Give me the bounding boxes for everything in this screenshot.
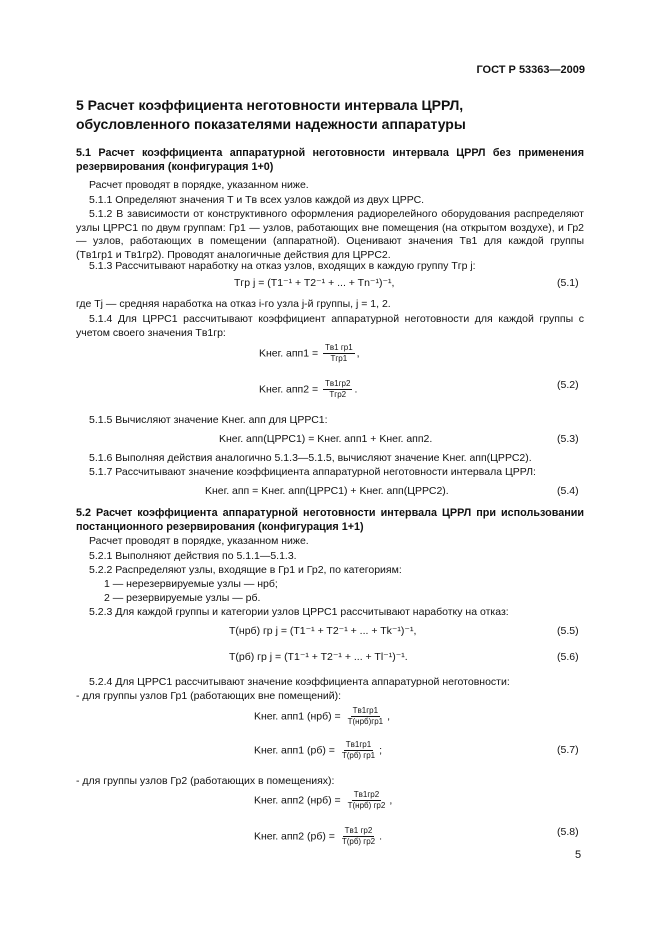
- equation-5-8a: Kнег. апп2 (нрб) = $\frac{Tв1гр2}{\text{T(нрб) гр2}}$ ,: [254, 790, 393, 810]
- fraction-denominator: Tгр1: [330, 354, 348, 363]
- fraction-denominator: T(нрб)гр1: [347, 717, 384, 726]
- equation-5-7b: Kнег. апп1 (рб) = $\frac{Tв1гр1}{T(рб) гр1}$ ;: [254, 740, 383, 760]
- equation-number: (5.8): [557, 826, 579, 838]
- equation-5-4: Kнег. апп = Kнег. апп(ЦРРС1) + Kнег. апп(ЦРРС2).: [205, 485, 449, 497]
- paragraph-5-1-5: 5.1.5 Вычисляют значение Kнег. апп для ЦРРС1:: [89, 414, 328, 426]
- paragraph-5-1-3: 5.1.3 Рассчитывают наработку на отказ узлов, входящих в каждую группу Tгр j:: [89, 260, 476, 272]
- paragraph-5-2-2: 5.2.2 Распределяют узлы, входящие в Гр1 и Гр2, по категориям:: [89, 564, 402, 576]
- equation-number: (5.1): [557, 277, 579, 289]
- paragraph-5-1-7: 5.1.7 Рассчитывают значение коэффициента аппаратурной неготовности интервала ЦРРЛ:: [89, 466, 536, 478]
- fraction: [323, 343, 355, 364]
- fraction-denominator: T(рб) гр1: [341, 751, 376, 760]
- fraction-denominator: T(нрб) гр2: [347, 801, 386, 810]
- group-1-label: - для группы узлов Гр1 (работающих вне помещений):: [76, 690, 342, 702]
- equation-number: (5.5): [557, 625, 579, 637]
- paragraph-5-1-4: 5.1.4 Для ЦРРС1 рассчитывают коэффициент аппаратурной неготовности для каждой группы с учетом своего значения Tв1гр:: [76, 313, 584, 339]
- equation-5-7a: Kнег. апп1 (нрб) = $\frac{Tв1гр1}{\text{T(нрб)гр1}}$ ,: [254, 706, 391, 726]
- equation-lhs: Kнег. апп1 (рб) =: [254, 744, 335, 757]
- paragraph-5-2-1: 5.2.1 Выполняют действия по 5.1.1—5.1.3.: [89, 550, 297, 562]
- fraction-numerator: Tв1 гр2: [344, 826, 373, 835]
- equation-number: (5.7): [557, 744, 579, 756]
- equation-number: (5.6): [557, 651, 579, 663]
- group-2-label: - для группы узлов Гр2 (работающих в помещениях):: [76, 775, 335, 787]
- equation-5-2a: Kнег. апп1 = $\frac{Tв1 гр1}{\text{Tгр1}}$ ,: [259, 343, 360, 363]
- equation-number: (5.3): [557, 433, 579, 445]
- fraction: [340, 826, 377, 847]
- equation-lhs: Kнег. апп2 (рб) =: [254, 830, 335, 843]
- paragraph-where: где Tj — средняя наработка на отказ i-го узла j-й группы, j = 1, 2.: [76, 298, 391, 310]
- paragraph-intro: Расчет проводят в порядке, указанном ниже.: [89, 179, 309, 191]
- section-title: 5 Расчет коэффициента неготовности интервала ЦРРЛ, обусловленного показателями надежности аппаратуры: [76, 97, 466, 132]
- equation-5-3: Kнег. апп(ЦРРС1) = Kнег. апп1 + Kнег. апп2.: [219, 433, 433, 445]
- paragraph-5-1-1: 5.1.1 Определяют значения T и Tв всех узлов каждой из двух ЦРРС.: [89, 194, 425, 206]
- fraction-numerator: Tв1гр2: [325, 379, 351, 388]
- category-item: 1 — нерезервируемые узлы — нрб;: [104, 578, 278, 590]
- subsection-5-1-title: 5.1 Расчет коэффициента аппаратурной неготовности интервала ЦРРЛ без применения резервирования (конфигурация 1+0): [76, 147, 584, 173]
- paragraph-intro: Расчет проводят в порядке, указанном ниже.: [89, 535, 309, 547]
- equation-lhs: Kнег. апп1 =: [259, 347, 319, 360]
- fraction-numerator: Tв1 гр1: [325, 343, 353, 352]
- paragraph-5-2-4: 5.2.4 Для ЦРРС1 рассчитывают значение коэффициента аппаратурной неготовности:: [89, 676, 510, 688]
- equation-5-2b: Kнег. апп2 = $\frac{Tв1гр2}{\text{Tгр2}}$ .: [259, 379, 358, 399]
- category-item: 2 — резервируемые узлы — рб.: [104, 592, 261, 604]
- equation-lhs: Kнег. апп2 =: [259, 383, 319, 396]
- equation-lhs: Kнег. апп2 (нрб) =: [254, 794, 341, 807]
- fraction-denominator: T(рб) гр2: [341, 837, 376, 846]
- equation-5-1: Tгр j = (T1⁻¹ + T2⁻¹ + ... + Tn⁻¹)⁻¹,: [234, 277, 395, 289]
- standard-number: ГОСТ Р 53363—2009: [476, 64, 585, 76]
- paragraph-5-1-2: 5.1.2 В зависимости от конструктивного оформления радиорелейного оборудования распределяют узлы ЦРРС1 по двум группам: Гр1 — узлов, работающих вне помещения (на открытом воздухе), и Гр2 — узлов, работающих в помещении (аппаратной). Оценивают значения Tв1 для каждой группы (Tв1гр1 и Tв1гр2). Проводят аналогичные действия для ЦРРС2.: [76, 208, 584, 261]
- equation-number: (5.2): [557, 379, 579, 391]
- fraction: [340, 740, 377, 761]
- paragraph-5-2-3: 5.2.3 Для каждой группы и категории узлов ЦРРС1 рассчитывают наработку на отказ:: [89, 606, 509, 618]
- fraction: [346, 706, 385, 727]
- equation-5-5: T(нрб) гр j = (T1⁻¹ + T2⁻¹ + ... + Tk⁻¹)⁻¹,: [229, 625, 417, 637]
- subsection-5-2-title: 5.2 Расчет коэффициента аппаратурной неготовности интервала ЦРРЛ при использовании постанционного резервирования (конфигурация 1+1): [76, 507, 584, 533]
- equation-lhs: Kнег. апп1 (нрб) =: [254, 710, 341, 723]
- paragraph-5-1-6: 5.1.6 Выполняя действия аналогично 5.1.3—5.1.5, вычисляют значение Kнег. апп(ЦРРС2).: [89, 452, 532, 464]
- fraction-numerator: Tв1гр2: [353, 790, 380, 799]
- equation-5-8b: Kнег. апп2 (рб) = $\frac{Tв1 гр2}{T(рб) гр2}$ .: [254, 826, 383, 846]
- fraction-numerator: Tв1гр1: [352, 706, 379, 715]
- page-number: 5: [575, 849, 582, 861]
- fraction-denominator: Tгр2: [329, 390, 347, 399]
- fraction-numerator: Tв1гр1: [345, 740, 372, 749]
- fraction: [346, 790, 388, 811]
- equation-5-6: T(рб) гр j = (T1⁻¹ + T2⁻¹ + ... + Tl⁻¹)⁻¹.: [229, 651, 408, 663]
- fraction: [323, 379, 352, 400]
- equation-number: (5.4): [557, 485, 579, 497]
